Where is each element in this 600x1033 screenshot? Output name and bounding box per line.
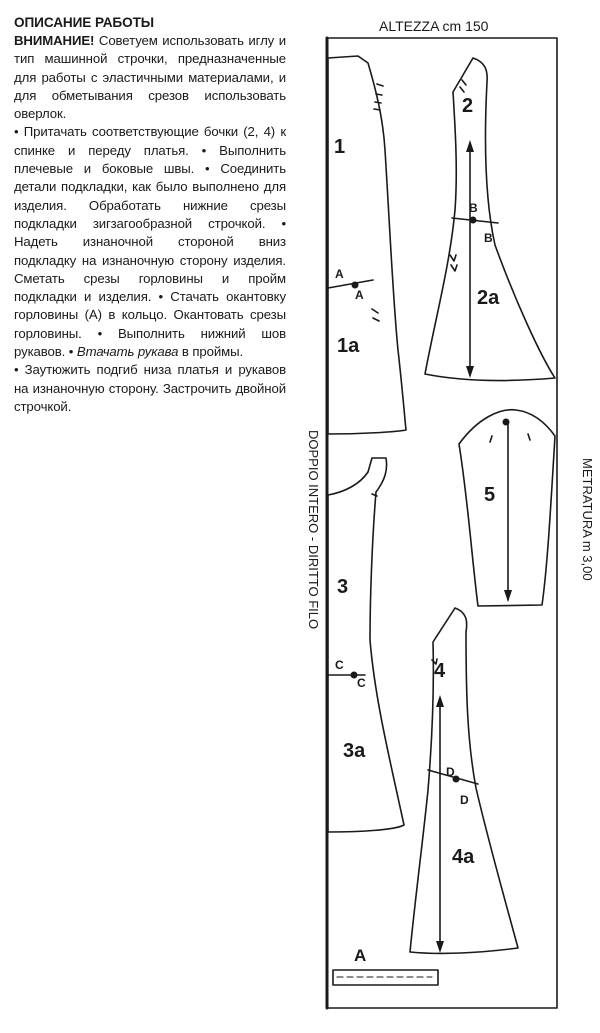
piece-1-cut-line (328, 280, 373, 288)
piece-2a-label: 2a (477, 287, 500, 309)
intro-text: Советуем использовать иглу и тип машинной строчки, предназначенные для работы с эластичными материалами, и для обметывания срезов использовать оверлок. (14, 33, 286, 122)
piece-5-dot (503, 419, 510, 426)
instructions-title: ОПИСАНИЕ РАБОТЫ (14, 15, 154, 30)
mark-c-1: C (335, 658, 344, 672)
mark-c-2: C (357, 676, 366, 690)
fold-label: DOPPIO INTERO - DIRITTO FILO (306, 430, 321, 630)
piece-2-dot (470, 217, 477, 224)
piece-3-outline (328, 458, 404, 832)
piece-2-outline (425, 58, 555, 381)
length-label: METRATURA m 3,00 (580, 458, 595, 581)
piece-5-outline (459, 410, 555, 606)
mark-d-1: D (446, 765, 455, 779)
piece-3a-label: 3a (343, 740, 366, 762)
piece-4-label: 4 (434, 660, 446, 682)
piece-1a-label: 1a (337, 335, 360, 357)
after-italic-text: в проймы. (181, 344, 244, 360)
piece-3-label: 3 (337, 576, 349, 598)
attention-label: ВНИМАНИЕ! (14, 33, 95, 48)
mark-b-2: B (484, 231, 493, 245)
italic-step: Втачать рукава (76, 344, 179, 360)
height-label: ALTEZZA cm 150 (379, 18, 489, 34)
piece-5-notches (490, 434, 530, 442)
mark-d-2: D (460, 793, 469, 807)
piece-4-grain-arrow-top (436, 695, 444, 707)
piece-4-grain-arrow-bottom (436, 941, 444, 953)
piece-2a-notches (450, 255, 457, 271)
piece-5-label: 5 (484, 484, 496, 506)
mark-b-1: B (469, 201, 478, 215)
piece-1-label: 1 (334, 136, 346, 158)
piece-2-grain-arrow-top (466, 140, 474, 152)
fabric-outline (327, 38, 557, 1008)
final-step-text: • Заутюжить подгиб низа платья и рукавов на изнаночную сторону. Застрочить двойной строчкой. (14, 362, 286, 414)
piece-2-label: 2 (462, 95, 474, 117)
steps-text: • Притачать соответствующие бочки (2, 4) к спинке и переду платья. • Выполнить плечевые и боковые швы. • Соединить детали подкладки, как было выполнено для изделия. Обработать нижние срезы подкладки зигзагообразной строчкой. • Надеть изнаночной стороной вниз подкладку на изнаночную сторону изделия. Сметать срезы горловины и пройм подкладки и изделия. • Стачать окантовку горловины (А) в кольцо. Окантовать срезы горловины. • Выполнить нижний шов рукавов. • (14, 124, 286, 360)
piece-2-notches (460, 80, 466, 92)
piece-2-grain-arrow-bottom (466, 366, 474, 378)
piece-1a-notches (372, 309, 379, 321)
piece-5-grain-arrow-bottom (504, 590, 512, 602)
piece-a-label: A (354, 946, 367, 965)
mark-a-1: A (335, 267, 344, 281)
piece-1-outline (328, 56, 406, 434)
mark-a-2: A (355, 288, 364, 302)
piece-4a-label: 4a (452, 846, 475, 868)
